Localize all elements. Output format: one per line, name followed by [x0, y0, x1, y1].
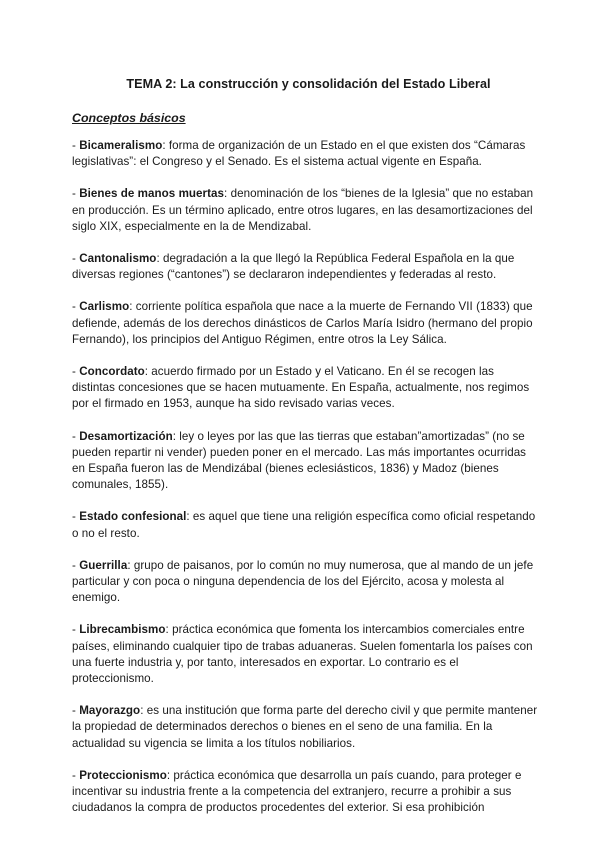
- entry-definition: : ley o leyes por las que las tierras que estaban”amortizadas” (no se pueden repartir ni vender) pueden poner en el mercado. Las más importantes ocurridas en España fueron las de Mendizábal (bienes eclesiásticos, 1836) y Madoz (bienes comunales, 1855).: [72, 429, 527, 492]
- entry-term: Desamortización: [79, 429, 173, 443]
- entry-term: Concordato: [79, 365, 145, 379]
- entry-definition: : forma de organización de un Estado en el que existen dos “Cámaras legislativas”: el Congreso y el Senado. Es el sistema actual vigente en España.: [72, 139, 526, 169]
- entry-dash: -: [72, 623, 80, 637]
- entry-dash: -: [72, 187, 80, 201]
- glossary-entry: [72, 703, 539, 752]
- page-title: TEMA 2: La construcción y consolidación del Estado Liberal: [126, 77, 491, 91]
- glossary-entry: [72, 768, 539, 817]
- glossary-entry: [72, 138, 539, 170]
- entry-term: Proteccionismo: [79, 768, 167, 782]
- entry-definition: : práctica económica que desarrolla un país cuando, para proteger e incentivar su industria frente a la competencia del extranjero, recurre a prohibir a sus ciudadanos la compra de productos procedentes del exterior. Si esa prohibición: [72, 768, 522, 815]
- entry-dash: -: [72, 252, 80, 266]
- glossary-entry: [72, 299, 539, 348]
- entry-definition: : corriente política española que nace a la muerte de Fernando VII (1833) que defiende, además de los derechos dinásticos de Carlos María Isidro (hermano del propio Fernando), los principios del Antiguo Régimen, entre otros la Ley Sálica.: [72, 300, 533, 346]
- glossary-entry: [72, 364, 539, 413]
- entry-term: Guerrilla: [79, 558, 128, 572]
- entry-term: Bicameralismo: [79, 139, 163, 152]
- glossary-entry: [72, 622, 539, 687]
- entry-definition: : grupo de paisanos, por lo común no muy numerosa, que al mando de un jefe particular y con poca o ninguna dependencia de los del Ejército, acosa y molesta al enemigo.: [72, 558, 534, 605]
- entry-term: Librecambismo: [79, 623, 166, 637]
- entry-definition: : práctica económica que fomenta los intercambios comerciales entre países, eliminando cualquier tipo de trabas aduaneras. Suelen fomentarla los países con una fuerte industria y, por tanto, interesados en exportar. Lo contrario es el proteccionismo.: [72, 623, 533, 686]
- entry-definition: : degradación a la que llegó la República Federal Española en la que diversas regiones (“cantones”) se declararon independientes y federadas al resto.: [72, 252, 515, 282]
- entry-dash: -: [72, 510, 80, 524]
- glossary-entry: [72, 251, 539, 283]
- entry-term: Estado confesional: [79, 510, 187, 524]
- entry-term: Carlismo: [79, 300, 130, 314]
- glossary-entry: [72, 429, 539, 494]
- entry-definition: : es aquel que tiene una religión específica como oficial respetando o no el resto.: [72, 510, 536, 540]
- entry-term: Mayorazgo: [79, 704, 141, 718]
- entry-definition: : es una institución que forma parte del derecho civil y que permite mantener la propiedad de determinados derechos o bienes en el seno de una familia. En la actualidad su vigencia se limita a los títulos nobiliarios.: [72, 704, 538, 750]
- entry-dash: -: [72, 768, 80, 782]
- entry-dash: -: [72, 365, 80, 379]
- section-heading: Conceptos básicos: [72, 111, 186, 125]
- entry-definition: : acuerdo firmado por un Estado y el Vaticano. En él se recogen las distintas concesiones que se hacen mutuamente. En España, actualmente, nos regimos por el firmado en 1953, aunque ha sido revisado varias veces.: [72, 365, 530, 411]
- glossary-entry: [72, 186, 539, 235]
- glossary-entry: [72, 509, 539, 541]
- entry-dash: -: [72, 139, 80, 152]
- glossary-list: [72, 138, 539, 817]
- entry-dash: -: [72, 429, 80, 443]
- glossary-entry: [72, 558, 539, 607]
- entry-term: Cantonalismo: [79, 252, 157, 266]
- entry-dash: -: [72, 704, 80, 718]
- entry-term: Bienes de manos muertas: [79, 187, 225, 201]
- entry-dash: -: [72, 300, 80, 314]
- entry-dash: -: [72, 558, 80, 572]
- entry-definition: : denominación de los “bienes de la Iglesia” que no estaban en producción. Es un término aplicado, entre otros lugares, en las desamortizaciones del siglo XIX, especialmente en la de Mendizabal.: [72, 187, 534, 233]
